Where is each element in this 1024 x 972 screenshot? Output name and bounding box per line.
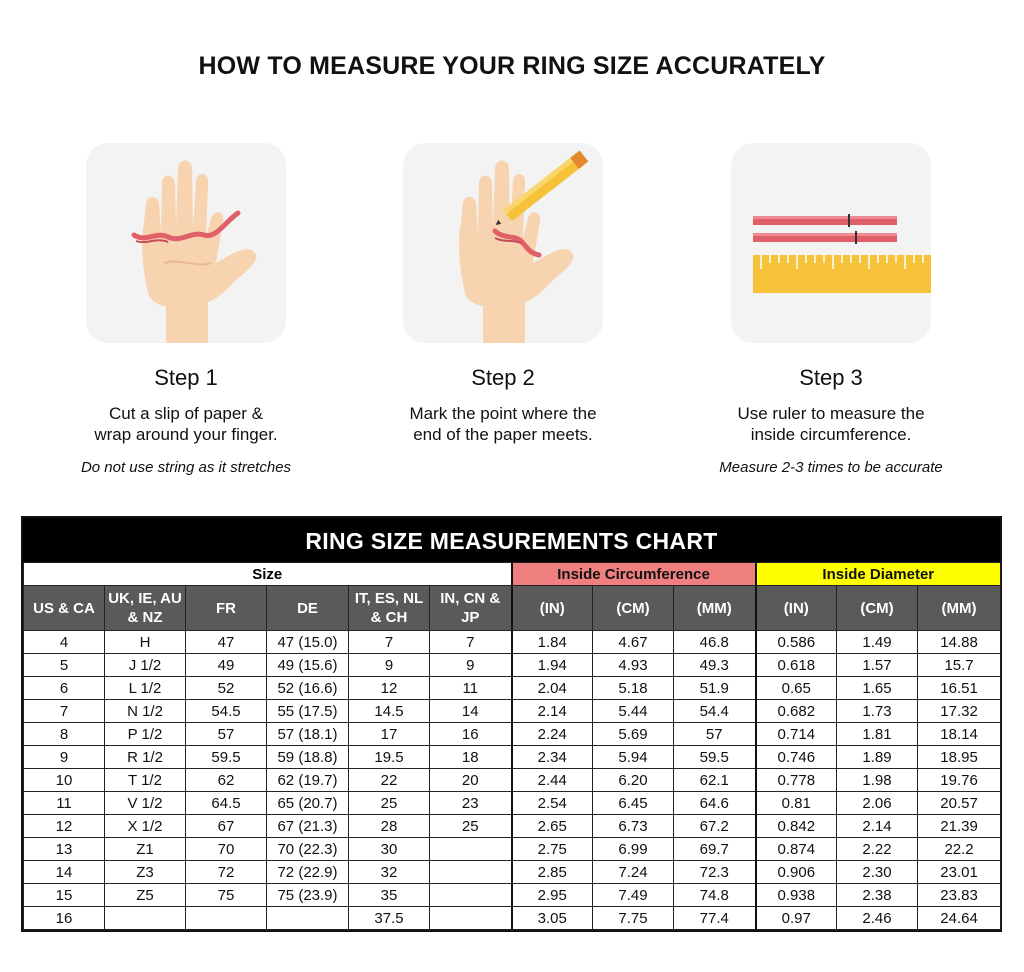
table-cell: 2.34 (512, 746, 593, 769)
table-cell: 1.57 (837, 654, 918, 677)
table-cell (430, 884, 512, 907)
table-cell: 70 (22.3) (267, 838, 349, 861)
table-cell: 2.22 (837, 838, 918, 861)
table-cell: 2.75 (512, 838, 593, 861)
table-cell: 0.906 (756, 861, 837, 884)
table-cell: T 1/2 (105, 769, 186, 792)
chart-title: RING SIZE MEASUREMENTS CHART (23, 518, 1000, 562)
table-cell: 9 (24, 746, 105, 769)
table-cell: 25 (349, 792, 430, 815)
table-cell: 72 (22.9) (267, 861, 349, 884)
table-cell: 22 (349, 769, 430, 792)
table-cell: 16 (430, 723, 512, 746)
table-cell: 23.01 (918, 861, 1001, 884)
table-cell: 7.49 (593, 884, 674, 907)
table-cell (186, 907, 267, 930)
table-cell: 6.73 (593, 815, 674, 838)
table-cell: Z5 (105, 884, 186, 907)
table-cell: 4.67 (593, 631, 674, 654)
table-cell: 18.14 (918, 723, 1001, 746)
column-header: IN, CN & JP (430, 586, 512, 631)
table-cell: X 1/2 (105, 815, 186, 838)
table-cell: 15 (24, 884, 105, 907)
step-2 (363, 143, 643, 459)
column-header: (IN) (756, 586, 837, 631)
table-cell: 19.5 (349, 746, 430, 769)
table-row (24, 792, 1001, 815)
table-row (24, 631, 1001, 654)
table-cell: 2.14 (837, 815, 918, 838)
table-cell: 59.5 (674, 746, 756, 769)
table-cell: 2.04 (512, 677, 593, 700)
hand-with-paper-icon (86, 143, 286, 343)
step-1 (46, 143, 326, 476)
step-3 (691, 143, 971, 476)
table-cell: 75 (23.9) (267, 884, 349, 907)
ring-size-chart (21, 516, 1002, 932)
table-cell: 4 (24, 631, 105, 654)
table-cell: 3.05 (512, 907, 593, 930)
table-cell: 6 (24, 677, 105, 700)
table-cell: 5.69 (593, 723, 674, 746)
table-cell: 19.76 (918, 769, 1001, 792)
table-cell: 55 (17.5) (267, 700, 349, 723)
table-cell: 12 (349, 677, 430, 700)
table-cell: 14.88 (918, 631, 1001, 654)
table-cell: 57 (18.1) (267, 723, 349, 746)
table-cell: 47 (15.0) (267, 631, 349, 654)
table-cell: 65 (20.7) (267, 792, 349, 815)
table-cell: 20 (430, 769, 512, 792)
table-cell: 67.2 (674, 815, 756, 838)
column-header: (MM) (674, 586, 756, 631)
table-cell: 59 (18.8) (267, 746, 349, 769)
table-cell: 0.682 (756, 700, 837, 723)
table-cell: 67 (186, 815, 267, 838)
column-header: DE (267, 586, 349, 631)
table-cell: 49 (15.6) (267, 654, 349, 677)
table-cell: 75 (186, 884, 267, 907)
table-cell: 2.54 (512, 792, 593, 815)
table-cell: 6.20 (593, 769, 674, 792)
table-cell: 9 (430, 654, 512, 677)
table-cell: 14 (430, 700, 512, 723)
circumference-group-header: Inside Circumference (512, 563, 756, 586)
column-header: UK, IE, AU & NZ (105, 586, 186, 631)
table-cell: 1.65 (837, 677, 918, 700)
table-cell: N 1/2 (105, 700, 186, 723)
table-cell: 7.24 (593, 861, 674, 884)
column-header: IT, ES, NL & CH (349, 586, 430, 631)
table-cell: 21.39 (918, 815, 1001, 838)
table-cell: 11 (24, 792, 105, 815)
step-description: Use ruler to measure the inside circumference. (737, 404, 925, 444)
step-3-illustration (731, 143, 931, 343)
table-cell: 15.7 (918, 654, 1001, 677)
table-row (24, 838, 1001, 861)
table-cell: 0.842 (756, 815, 837, 838)
step-description: Cut a slip of paper & wrap around your finger. (94, 404, 278, 444)
column-header: (IN) (512, 586, 593, 631)
table-row (24, 769, 1001, 792)
table-cell: 57 (186, 723, 267, 746)
step-title: Step 1 (154, 365, 218, 390)
ruler-icon (731, 143, 931, 343)
table-cell: 1.81 (837, 723, 918, 746)
step-note: Measure 2-3 times to be accurate (719, 459, 943, 476)
table-cell: 0.874 (756, 838, 837, 861)
table-cell: 54.5 (186, 700, 267, 723)
table-cell: J 1/2 (105, 654, 186, 677)
table-cell: 62 (186, 769, 267, 792)
table-cell: 70 (186, 838, 267, 861)
table-cell: 77.4 (674, 907, 756, 930)
column-header: US & CA (24, 586, 105, 631)
table-cell: 20.57 (918, 792, 1001, 815)
table-cell: 2.46 (837, 907, 918, 930)
table-cell: 14 (24, 861, 105, 884)
table-cell: 7 (430, 631, 512, 654)
table-row (24, 907, 1001, 930)
table-cell: V 1/2 (105, 792, 186, 815)
table-cell: 1.94 (512, 654, 593, 677)
table-cell: 0.65 (756, 677, 837, 700)
table-cell: 2.06 (837, 792, 918, 815)
table-row (24, 746, 1001, 769)
column-header: (CM) (593, 586, 674, 631)
table-cell: 0.714 (756, 723, 837, 746)
table-cell: 28 (349, 815, 430, 838)
table-cell: 1.73 (837, 700, 918, 723)
table-cell (430, 838, 512, 861)
table-cell: 24.64 (918, 907, 1001, 930)
table-cell: 57 (674, 723, 756, 746)
table-cell: 62 (19.7) (267, 769, 349, 792)
table-cell: 2.24 (512, 723, 593, 746)
table-cell: 62.1 (674, 769, 756, 792)
table-cell: 0.746 (756, 746, 837, 769)
table-cell: L 1/2 (105, 677, 186, 700)
table-cell: 35 (349, 884, 430, 907)
table-cell: 5.94 (593, 746, 674, 769)
table-row (24, 677, 1001, 700)
table-cell: 6.45 (593, 792, 674, 815)
hand-with-pencil-icon (403, 143, 603, 343)
table-cell: 52 (186, 677, 267, 700)
table-cell: 7 (349, 631, 430, 654)
table-cell: 17 (349, 723, 430, 746)
diameter-group-header: Inside Diameter (756, 563, 1001, 586)
table-cell: 25 (430, 815, 512, 838)
table-cell: 5.18 (593, 677, 674, 700)
table-cell: 14.5 (349, 700, 430, 723)
table-row (24, 654, 1001, 677)
table-cell: 1.98 (837, 769, 918, 792)
table-row (24, 861, 1001, 884)
table-row (24, 884, 1001, 907)
table-cell: Z3 (105, 861, 186, 884)
table-cell: 10 (24, 769, 105, 792)
step-1-illustration (86, 143, 286, 343)
table-cell: 52 (16.6) (267, 677, 349, 700)
table-cell: 5.44 (593, 700, 674, 723)
table-cell: 16.51 (918, 677, 1001, 700)
table-cell: 7.75 (593, 907, 674, 930)
table-cell: 72.3 (674, 861, 756, 884)
table-cell: 51.9 (674, 677, 756, 700)
table-cell: 5 (24, 654, 105, 677)
table-cell: 64.5 (186, 792, 267, 815)
table-cell: 18.95 (918, 746, 1001, 769)
table-row (24, 700, 1001, 723)
table-cell: 2.65 (512, 815, 593, 838)
table-cell: 49.3 (674, 654, 756, 677)
table-cell: 2.38 (837, 884, 918, 907)
table-cell (267, 907, 349, 930)
table-body (24, 631, 1001, 930)
table-cell: 0.938 (756, 884, 837, 907)
table-cell: R 1/2 (105, 746, 186, 769)
table-cell: 22.2 (918, 838, 1001, 861)
step-title: Step 2 (471, 365, 535, 390)
table-cell (105, 907, 186, 930)
table-cell: 2.30 (837, 861, 918, 884)
table-cell: 0.586 (756, 631, 837, 654)
size-group-header: Size (24, 563, 512, 586)
table-cell: 0.618 (756, 654, 837, 677)
table-cell: 37.5 (349, 907, 430, 930)
table-cell: 30 (349, 838, 430, 861)
table-cell: 59.5 (186, 746, 267, 769)
table-cell: 1.89 (837, 746, 918, 769)
table-cell: 11 (430, 677, 512, 700)
table-row (24, 815, 1001, 838)
table-cell: 32 (349, 861, 430, 884)
table-cell: 46.8 (674, 631, 756, 654)
table-cell: 17.32 (918, 700, 1001, 723)
step-note: Do not use string as it stretches (80, 459, 292, 476)
step-description: Mark the point where the end of the paper meets. (409, 404, 597, 444)
table-cell: 2.44 (512, 769, 593, 792)
table-cell: 4.93 (593, 654, 674, 677)
table-cell: 13 (24, 838, 105, 861)
table-cell: 23.83 (918, 884, 1001, 907)
table-cell: 2.85 (512, 861, 593, 884)
table-cell: 6.99 (593, 838, 674, 861)
table-cell: 67 (21.3) (267, 815, 349, 838)
column-header-row (24, 586, 1001, 631)
table-cell: 12 (24, 815, 105, 838)
page-title: HOW TO MEASURE YOUR RING SIZE ACCURATELY (198, 52, 826, 80)
column-header: (MM) (918, 586, 1001, 631)
table-cell: P 1/2 (105, 723, 186, 746)
column-header: (CM) (837, 586, 918, 631)
table-cell: 18 (430, 746, 512, 769)
table-cell: 8 (24, 723, 105, 746)
ring-size-table (23, 562, 1001, 930)
table-cell: 49 (186, 654, 267, 677)
table-cell: H (105, 631, 186, 654)
table-cell: 7 (24, 700, 105, 723)
table-cell: 64.6 (674, 792, 756, 815)
table-cell: 0.97 (756, 907, 837, 930)
table-cell: 2.95 (512, 884, 593, 907)
table-cell: 16 (24, 907, 105, 930)
table-cell: Z1 (105, 838, 186, 861)
table-cell: 69.7 (674, 838, 756, 861)
table-cell: 72 (186, 861, 267, 884)
table-cell: 0.81 (756, 792, 837, 815)
step-2-illustration (403, 143, 603, 343)
table-row (24, 723, 1001, 746)
table-cell: 1.84 (512, 631, 593, 654)
table-cell (430, 861, 512, 884)
table-cell: 9 (349, 654, 430, 677)
table-cell: 47 (186, 631, 267, 654)
table-cell: 23 (430, 792, 512, 815)
table-cell (430, 907, 512, 930)
table-cell: 54.4 (674, 700, 756, 723)
table-cell: 74.8 (674, 884, 756, 907)
table-cell: 1.49 (837, 631, 918, 654)
table-cell: 0.778 (756, 769, 837, 792)
column-header: FR (186, 586, 267, 631)
table-cell: 2.14 (512, 700, 593, 723)
step-title: Step 3 (799, 365, 863, 390)
